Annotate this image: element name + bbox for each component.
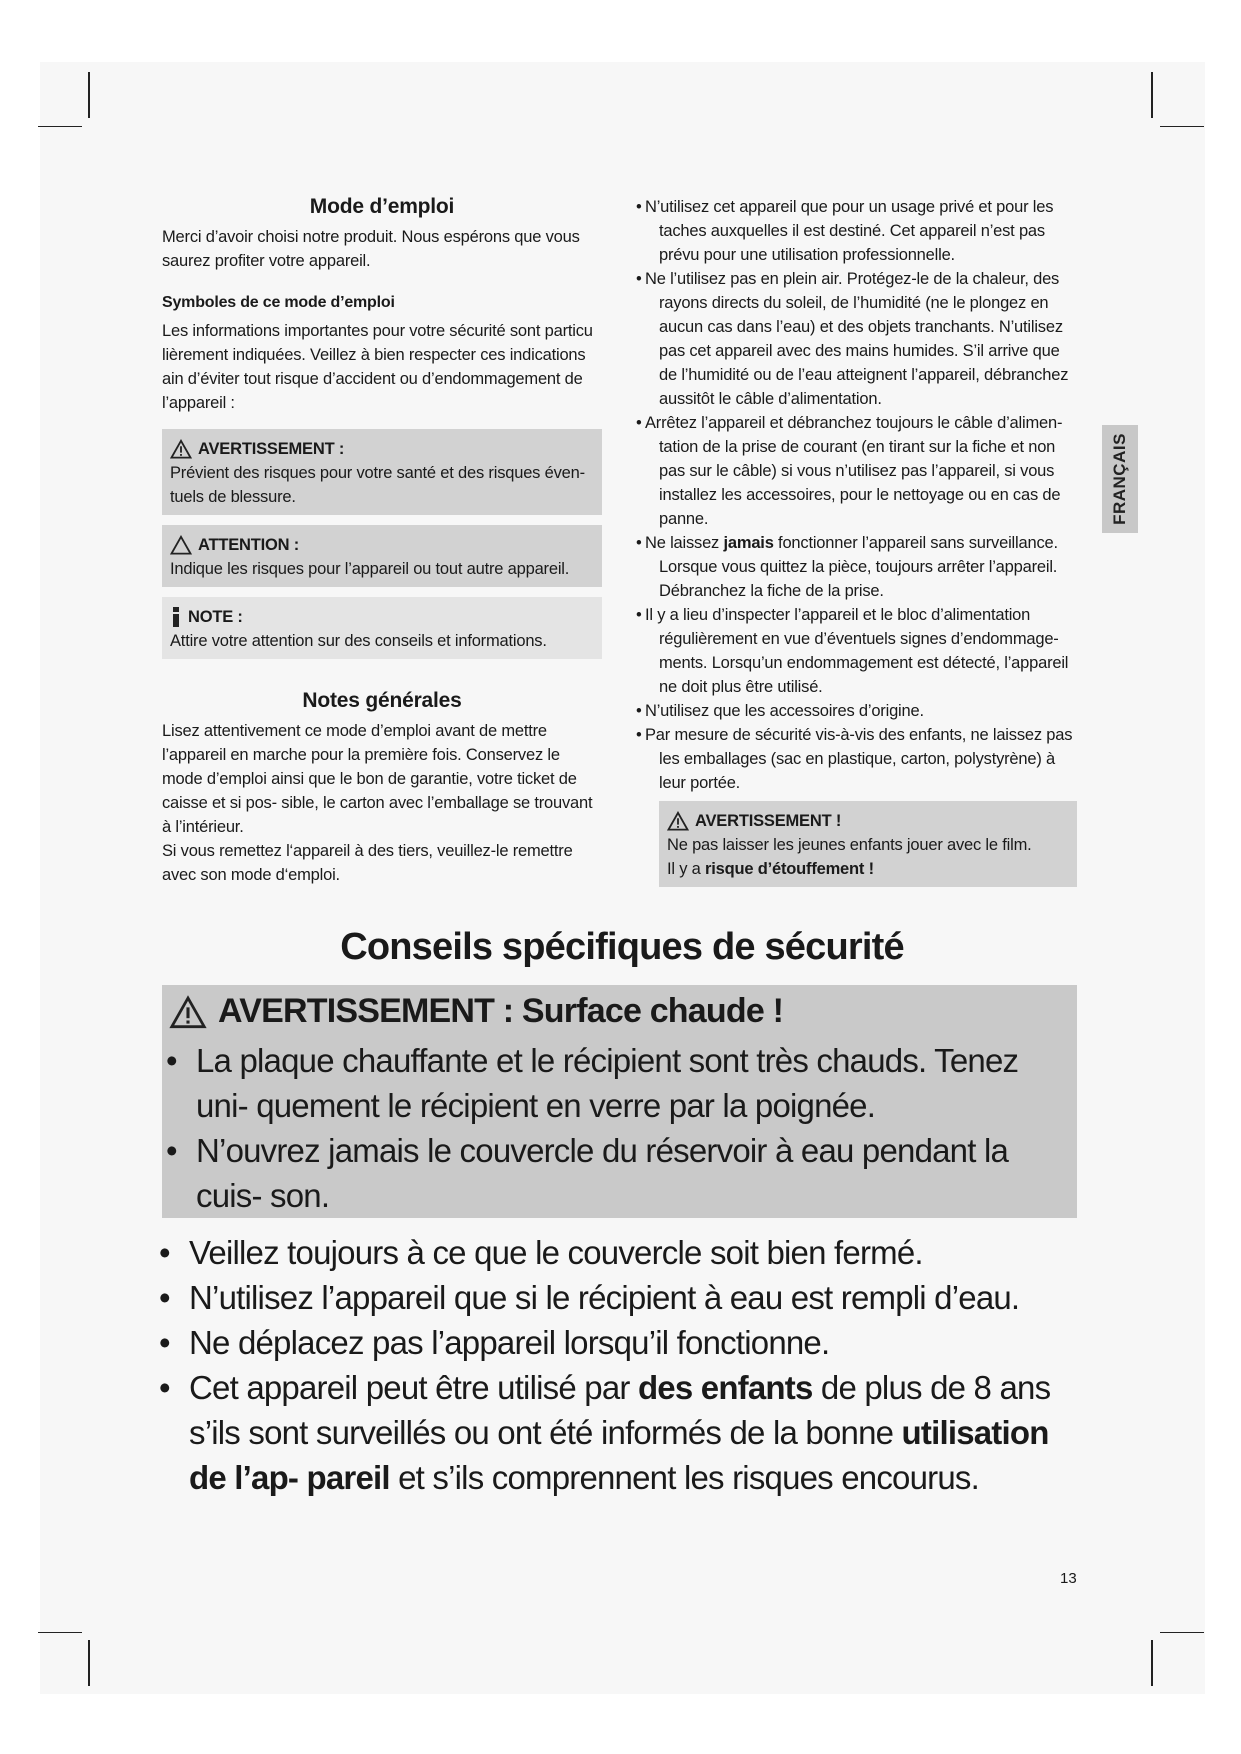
note-label: NOTE : [188, 608, 243, 626]
crop-mark [38, 1632, 82, 1633]
conseils-list [155, 1230, 1080, 1500]
crop-mark [88, 72, 90, 118]
note-box [162, 597, 602, 659]
attention-label: ATTENTION : [198, 536, 300, 554]
text-run: Cet appareil peut être utilisé par [189, 1369, 638, 1406]
crop-mark [1151, 1640, 1153, 1686]
crop-mark [1160, 1632, 1204, 1633]
warning-triangle-icon [667, 811, 689, 831]
list-item: • N’utilisez l’appareil que si le récipient à eau est rempli d’eau. [155, 1275, 1080, 1320]
symbols-text: Les informations importantes pour votre sécurité sont particu lièrement indiquées. Veillez à bien respecter ces indications ain d’éviter tout risque d’accident ou d’endommagement de l’appareil : [162, 322, 593, 412]
notes-paragraph-2: Si vous remettez l‘appareil à des tiers, veuillez-le remettre avec son mode d‘emploi. [162, 842, 573, 884]
text-run: et s’ils comprennent les risques encourus. [389, 1459, 979, 1496]
conseils-title: Conseils spécifiques de sécurité [340, 926, 904, 968]
warning-triangle-icon [170, 439, 192, 459]
hot-surface-label: AVERTISSEMENT : Surface chaude ! [218, 992, 784, 1030]
list-item: • N’utilisez cet appareil que pour un usage privé et pour les taches auxquelles il est destiné. Cet appareil n’est pas prévu pour une utilisation professionnelle. [630, 195, 1080, 267]
left-column [162, 195, 602, 887]
mode-emploi-title: Mode d’emploi [309, 195, 455, 218]
notes-paragraph-1: Lisez attentivement ce mode d’emploi avant de mettre l’appareil en marche pour la première fois. Conservez le mode d’emploi ainsi que le bon de garantie, votre ticket de caisse et si pos- sible, le carton avec l’emballage se trouvant à l’intérieur. [162, 722, 593, 836]
text-run: Ne laissez [645, 534, 724, 552]
note-text: Attire votre attention sur des conseils et informations. [170, 632, 547, 650]
crop-mark [1160, 126, 1204, 127]
film-warning-box [659, 801, 1077, 887]
avertissement-text: Prévient des risques pour votre santé et des risques éven- tuels de blessure. [170, 464, 585, 506]
attention-box [162, 525, 602, 587]
film-warning-label: AVERTISSEMENT ! [695, 812, 842, 830]
list-item [155, 1365, 1080, 1500]
emphasis: des enfants [637, 1369, 813, 1406]
emphasis: utilisation de l’ap- pareil [189, 1414, 1049, 1496]
crop-mark [1151, 72, 1153, 118]
page-number: 13 [1060, 1570, 1077, 1587]
list-item: • Veillez toujours à ce que le couvercle soit bien fermé. [155, 1230, 1080, 1275]
list-item: • La plaque chauffante et le récipient sont très chauds. Tenez uni- quement le récipient en verre par la poignée. [162, 1038, 1042, 1128]
intro-text: Merci d’avoir choisi notre produit. Nous espérons que vous saurez profiter votre appareil. [162, 228, 580, 270]
film-warning-line2 [667, 857, 1069, 881]
list-item: • Ne l’utilisez pas en plein air. Protégez-le de la chaleur, des rayons directs du soleil, de l’humidité (ne le plongez en aucun cas dans l’eau) et des objets tranchants. N’utilisez pas cet appareil avec des mains humides. S’il arrive que de l’humidité ou de l’eau atteignent l’appareil, débranchez aussitôt le câble d’alimentation. [630, 267, 1080, 411]
crop-mark [38, 126, 82, 127]
emphasis: jamais [723, 534, 774, 552]
language-tab [1102, 425, 1138, 533]
text-run: fonctionner l’appareil sans surveillance. Lorsque vous quittez la pièce, toujours arrêter l’appareil. Débranchez la fiche de la prise. [659, 534, 1058, 600]
hot-surface-list [162, 1038, 1042, 1218]
attention-text: Indique les risques pour l’appareil ou tout autre appareil. [170, 560, 570, 578]
list-item: • Par mesure de sécurité vis-à-vis des enfants, ne laissez pas les emballages (sac en plastique, carton, polystyrène) à leur portée. [630, 723, 1080, 795]
symbols-heading: Symboles de ce mode d’emploi [162, 294, 395, 311]
film-warning-line1: Ne pas laisser les jeunes enfants jouer avec le film. [667, 836, 1032, 854]
list-item [630, 531, 1080, 603]
safety-list [630, 195, 1080, 795]
list-item: • Il y a lieu d’inspecter l’appareil et le bloc d’alimentation régulièrement en vue d’éventuels signes d’endommage- ments. Lorsqu’un endommagement est détecté, l’appareil ne doit plus être utilisé. [630, 603, 1080, 699]
emphasis: risque d’étouffement ! [705, 860, 874, 878]
avertissement-box [162, 429, 602, 515]
list-item: • Ne déplacez pas l’appareil lorsqu’il fonctionne. [155, 1320, 1080, 1365]
list-item: • N’utilisez que les accessoires d’origine. [630, 699, 1080, 723]
warning-triangle-icon [168, 995, 208, 1029]
avertissement-label: AVERTISSEMENT : [198, 440, 345, 458]
hot-surface-heading [168, 992, 783, 1031]
notes-generales-title: Notes générales [302, 689, 462, 712]
text-run: de plus de 8 ans s’ils sont surveillés ou ont été informés de la bonne [189, 1369, 1051, 1451]
info-icon [170, 606, 182, 628]
caution-triangle-icon [170, 535, 192, 555]
language-label: FRANÇAIS [1110, 433, 1129, 525]
text-run: Il y a [667, 860, 706, 878]
right-column [630, 195, 1080, 887]
list-item: • Arrêtez l’appareil et débranchez toujours le câble d’alimen- tation de la prise de courant (en tirant sur la fiche et non pas sur le câble) si vous n’utilisez pas l’appareil, si vous installez les accessoires, pour le nettoyage ou en cas de panne. [630, 411, 1080, 531]
crop-mark [88, 1640, 90, 1686]
list-item: • N’ouvrez jamais le couvercle du réservoir à eau pendant la cuis- son. [162, 1128, 1042, 1218]
